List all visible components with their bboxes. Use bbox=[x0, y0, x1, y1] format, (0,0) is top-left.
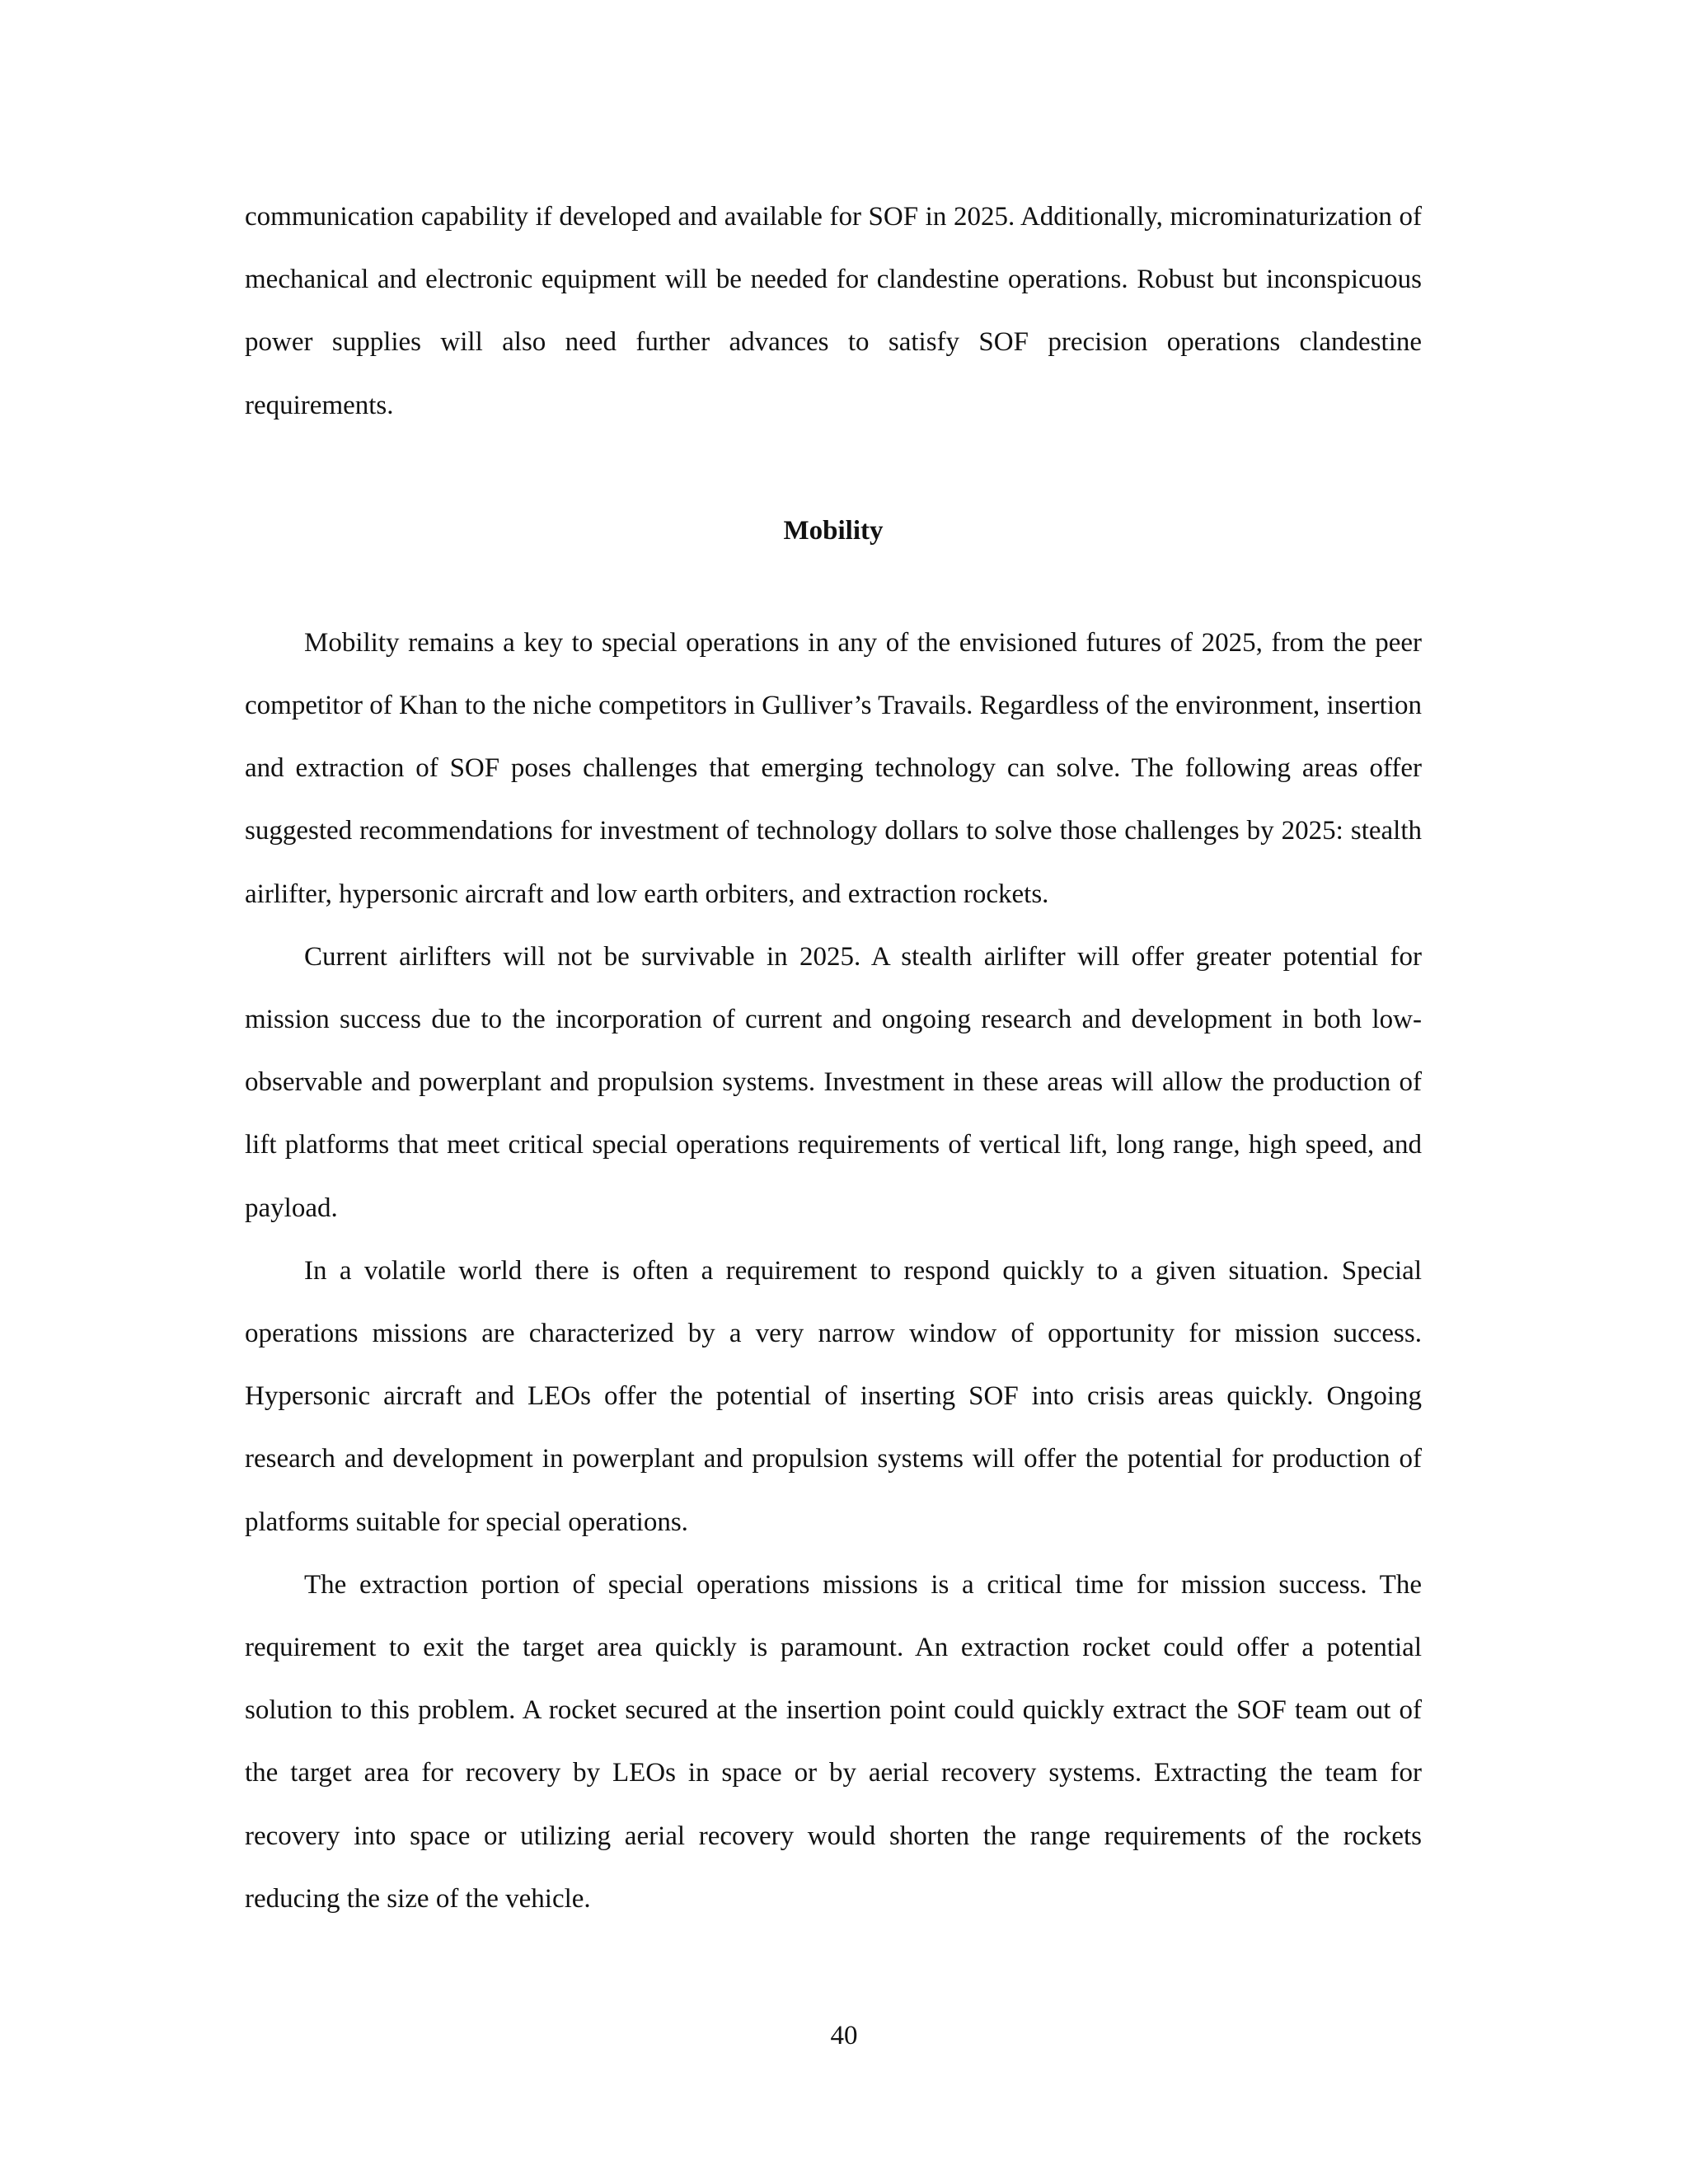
body-paragraph: Mobility remains a key to special operations in any of the envisioned futures of 2025, from the peer competitor of Khan to the niche competitors in Gulliver’s Travails. Regardless of the environment, insertion and extraction of SOF poses challenges that emerging technology can solve. The following areas offer suggested recommendations for investment of technology dollars to solve those challenges by 2025: stealth airlifter, hypersonic aircraft and low earth orbiters, and extraction rockets. bbox=[245, 627, 1422, 909]
body-paragraph: The extraction portion of special operations missions is a critical time for mission success. The requirement to exit the target area quickly is paramount. An extraction rocket could offer a potential solution to this problem. A rocket secured at the insertion point could quickly extract the SOF team out of the target area for recovery by LEOs in space or by aerial recovery systems. Extracting the team for recovery into space or utilizing aerial recovery would shorten the range requirements of the rockets reducing the size of the vehicle. bbox=[245, 1569, 1422, 1914]
continuation-paragraph: communication capability if developed and available for SOF in 2025. Additionally, microminaturization of mechanical and electronic equipment will be needed for clandestine operations. Robust but inconspicuous power supplies will also need further advances to satisfy SOF precision operations clandestine requirements. bbox=[245, 202, 1422, 420]
body-paragraph: In a volatile world there is often a requirement to respond quickly to a given situation. Special operations missions are characterized by a very narrow window of opportunity for mission success. Hypersonic aircraft and LEOs offer the potential of inserting SOF into crisis areas quickly. Ongoing research and development in powerplant and propulsion systems will offer the potential for production of platforms suitable for special operations. bbox=[245, 1255, 1422, 1537]
body-paragraph: Current airlifters will not be survivable in 2025. A stealth airlifter will offer greater potential for mission success due to the incorporation of current and ongoing research and development in both low-observable and powerplant and propulsion systems. Investment in these areas will allow the production of lift platforms that meet critical special operations requirements of vertical lift, long range, high speed, and payload. bbox=[245, 941, 1422, 1223]
page-number: 40 bbox=[830, 2021, 858, 2050]
section-heading: Mobility bbox=[783, 515, 884, 546]
spacer bbox=[245, 437, 1422, 499]
spacer bbox=[245, 562, 1422, 612]
document-page bbox=[245, 185, 1422, 1930]
